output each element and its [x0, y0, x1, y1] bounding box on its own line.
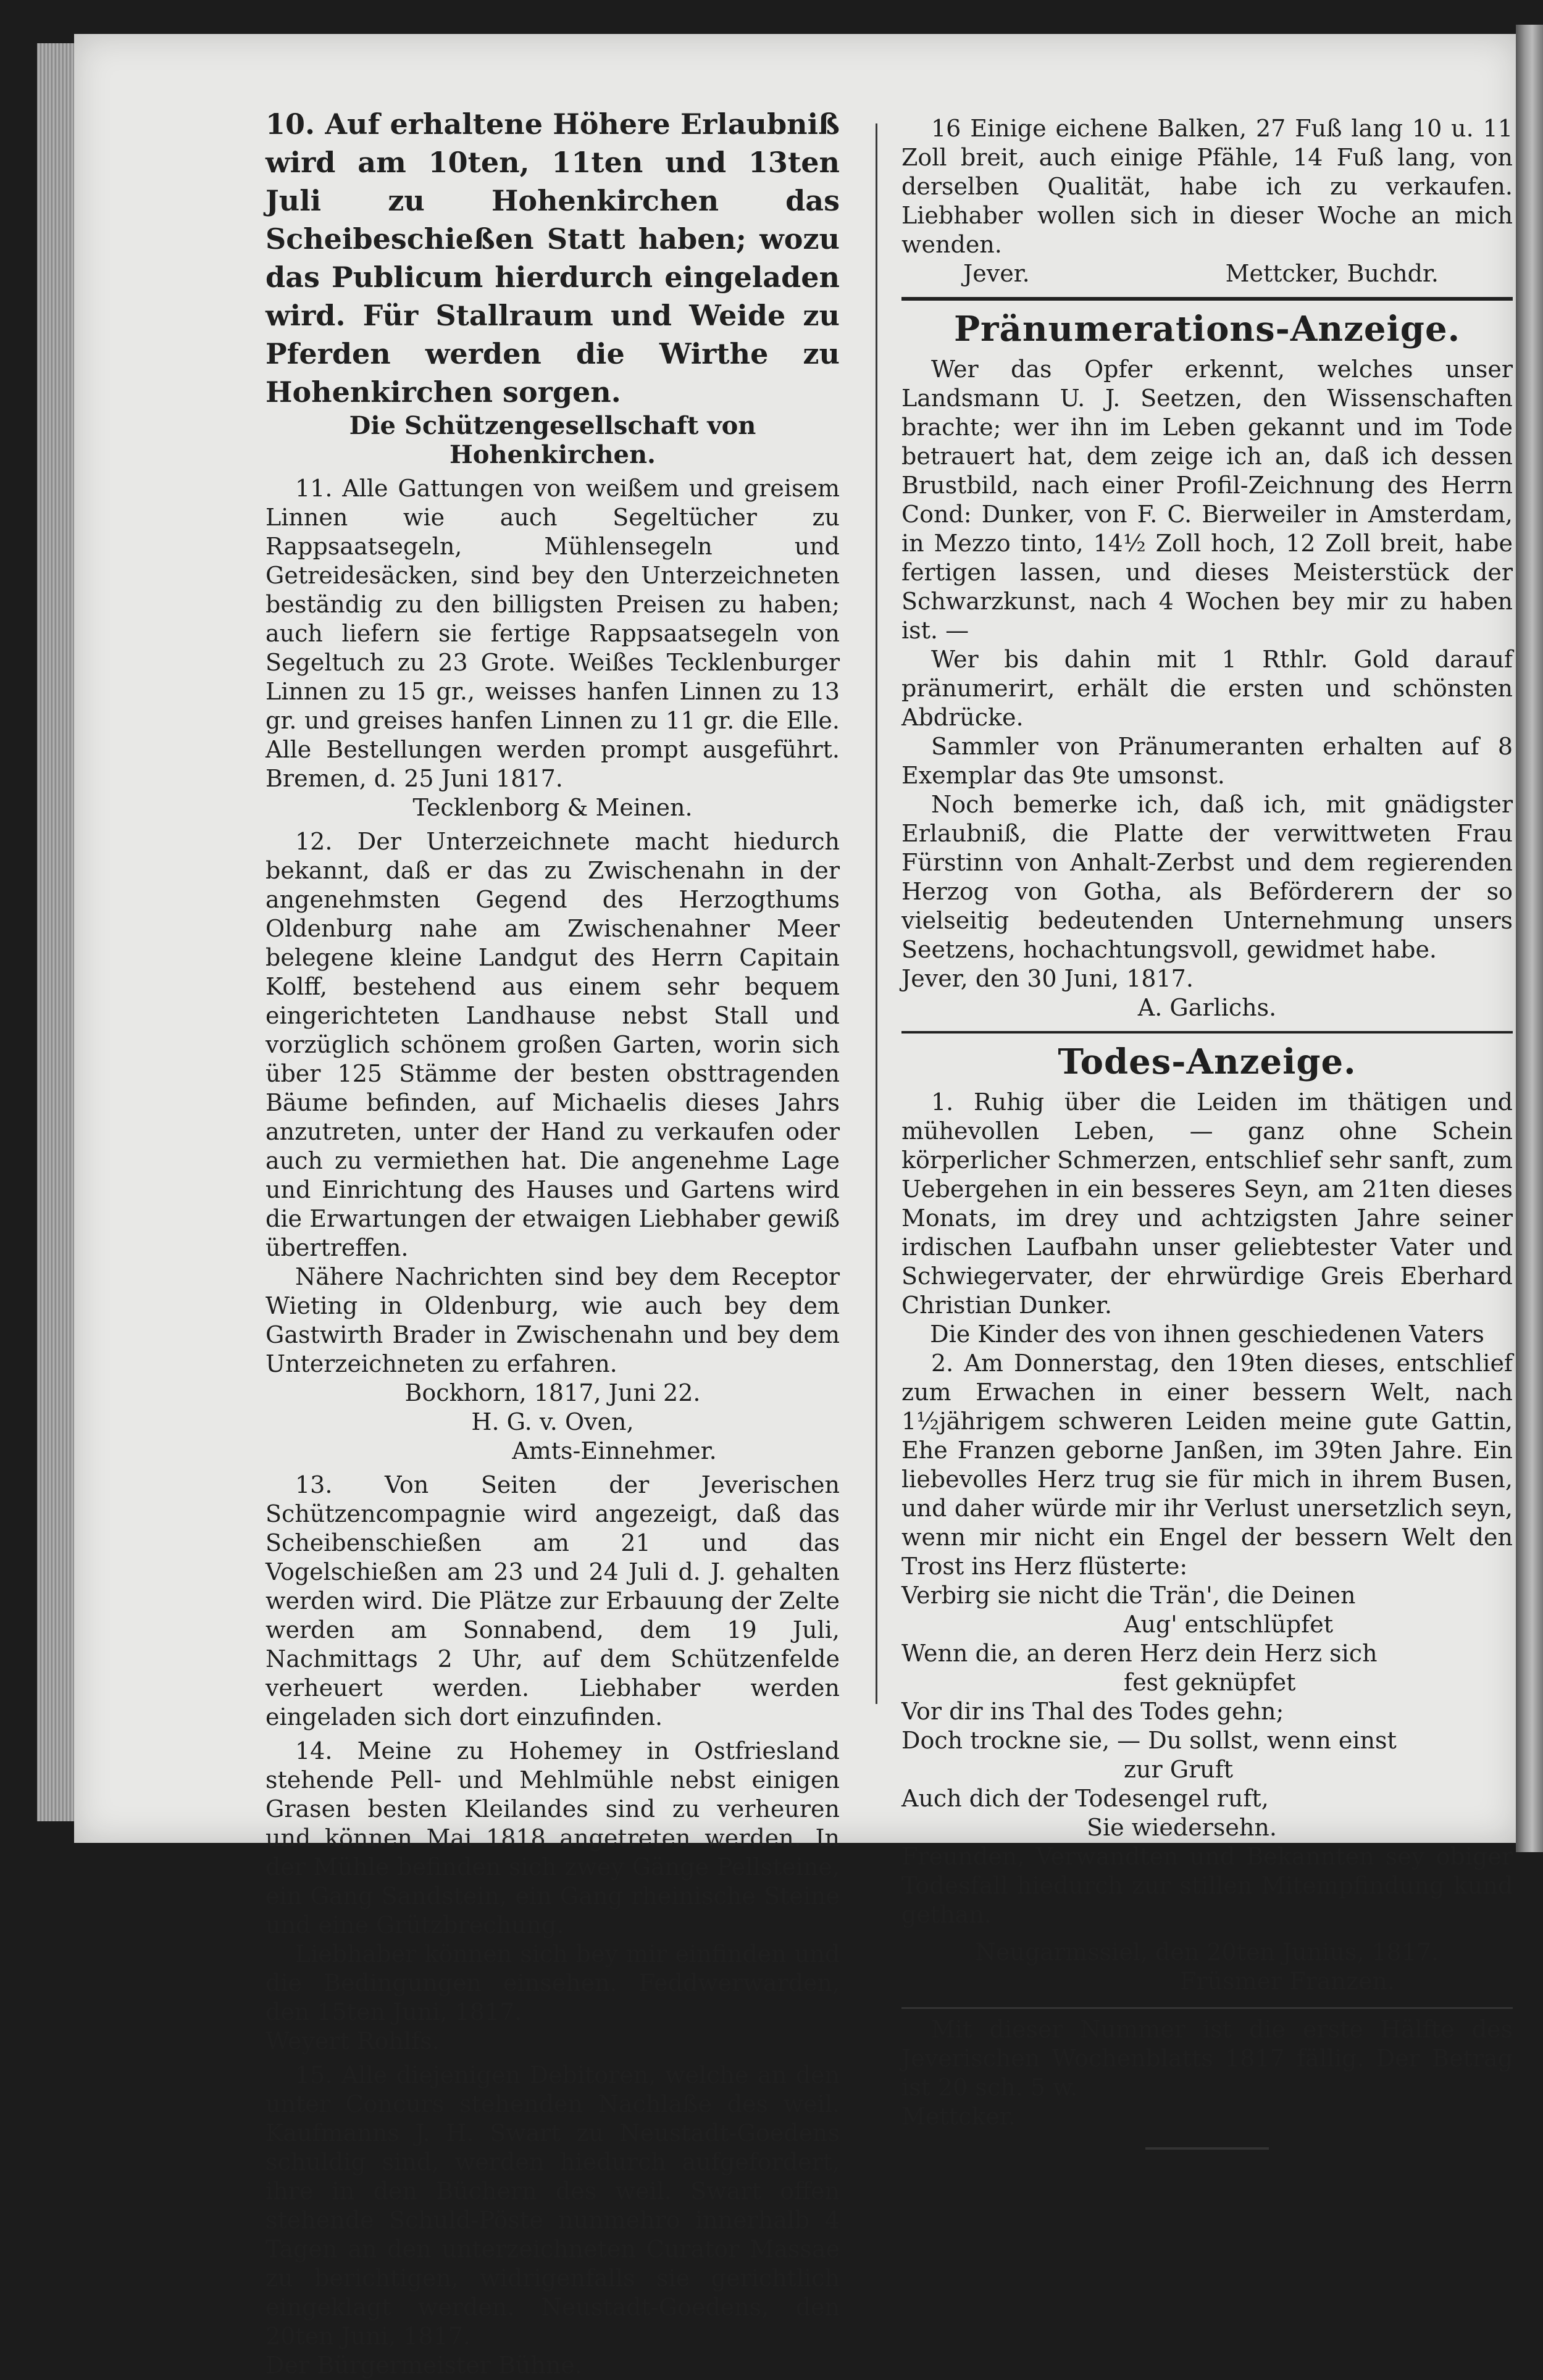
todes-title: Todes-Anzeige. [1058, 1042, 1357, 1082]
book-gutter [1516, 25, 1543, 1852]
notice-11-text: 11. Alle Gattungen von weißem und greisem Linnen wie auch Segeltücher zu Rappsaatsegeln, Mühlensegeln und Getreidesäcken, sind bey den Unterzeichneten beständig zu den billigsten Preisen zu haben; auch liefern sie fertige Rappsaatsegeln von Segeltuch zu 23 Grote. Weißes Tecklenburger Linnen zu 15 gr., weisses hanfen Linnen zu 13 gr. und greises hanfen Linnen zu 11 gr. die Elle. Alle Bestellungen werden prompt ausgeführt. Bremen, d. 25 Juni 1817. [266, 475, 840, 792]
praenumeration-p1: Wer das Opfer erkennt, welches unser Landsmann U. J. Seetzen, den Wissenschaften brachte; wer ihn im Leben gekannt und im Tode betrauert hat, dem zeige ich an, daß ich dessen Brustbild, nach einer Profil-Zeichnung des Herrn Cond: Dunker, von F. C. Bierweiler in Amsterdam, in Mezzo tinto, 14½ Zoll hoch, 12 Zoll breit, habe fertigen lassen, und dieses Meisterstück der Schwarzkunst, nach 4 Wochen bey mir zu haben ist. — [901, 356, 1513, 644]
right-column [901, 114, 1513, 2150]
notice-16-signoff [901, 259, 1513, 288]
left-column [266, 105, 840, 2380]
praenumeration-title: Pränumerations-Anzeige. [953, 309, 1461, 349]
notice-14-text-2: Liebhaber können sich bey mir einfinden und die Bedingungen einsehen. Feddwerwarden, den 15ten Juni, 1817. [266, 1940, 840, 2026]
notice-11-signature: Tecklenborg & Meinen. [412, 794, 693, 821]
notice-16-text: 16 Einige eichene Balken, 27 Fuß lang 10 u. 11 Zoll breit, auch einige Pfähle, 14 Fuß lang, von derselben Qualität, habe ich zu verkaufen. Liebhaber wollen sich in dieser Woche an mich wenden. [901, 115, 1513, 258]
verse-line-3: Vor dir ins Thal des Todes gehn; [901, 1698, 1284, 1725]
notice-16 [901, 114, 1513, 288]
todes-p2: 2. Am Donnerstag, den 19ten dieses, entschlief zum Erwachen in einer bessern Welt, nach 1½jährigem schweren Leiden meine gute Gattin, Ehe Franzen geborne Janßen, im 39ten Jahre. Ein liebevolles Herz trug sie für mich in ihrem Busen, und daher würde mir ihr Verlust unersetzlich seyn, wenn mir nicht ein Engel der bessern Welt den Trost ins Herz flüsterte: [901, 1350, 1513, 1580]
verse-line-2b: fest geknüpfet [1124, 1669, 1296, 1696]
notice-13 [266, 1471, 840, 1732]
notice-14-text: 14. Meine zu Hohemey in Ostfriesland stehende Pell- und Mehlmühle nebst einigen Grasen besten Kleilandes sind zu verheuren und können Mai 1818 angetreten werden. In der Mühle befinden sich zwey Gänge Pellsteine, ein Gang Sandstein, ein Gang rheinische Steine und eine Grützbrechung. [266, 1737, 840, 1939]
notice-10 [266, 105, 840, 469]
section-rule-3 [901, 2007, 1513, 2009]
notice-12-place-date: Bockhorn, 1817, Juni 22. [404, 1379, 701, 1406]
notice-12-text-2: Nähere Nachrichten sind bey dem Receptor Wieting in Oldenburg, wie auch bey dem Gastwirth Brader in Zwischenahn und bey dem Unterzeichneten zu erfahren. [266, 1263, 840, 1377]
notice-12-text: 12. Der Unterzeichnete macht hiedurch bekannt, daß er das zu Zwischenahn in der angenehmsten Gegend des Herzogthums Oldenburg nahe am Zwischenahner Meer belegene kleine Landgut des Herrn Capitain Kolff, bestehend aus einem sehr bequem eingerichteten Landhause nebst Stall und vorzüglich schönem großen Garten, worin sich über 125 Stämme der besten obsttragenden Bäume befinden, auf Michaelis dieses Jahrs anzutreten, unter der Hand zu verkaufen oder auch zu vermiethen hat. Die angenehme Lage und Einrichtung des Hauses und Gartens wird die Erwartungen der etwaigen Liebhaber gewiß übertreffen. [266, 828, 840, 1261]
closing-notice [901, 2015, 1513, 2150]
todes-notice [901, 1040, 1513, 1996]
notice-16-signature: Mettcker, Buchdr. [1225, 260, 1439, 287]
notice-14 [266, 1737, 840, 2056]
praenumeration-p3: Sammler von Pränumeranten erhalten auf 8 Exemplar das 9te umsonst. [901, 733, 1513, 789]
praenumeration-signature: A. Garlichs. [1137, 994, 1277, 1021]
todes-place-date: Neugarmssiel, den 20ten Junius, 1817. [975, 1939, 1439, 1966]
closing-rule [1145, 2147, 1269, 2150]
praenumeration-p2: Wer bis dahin mit 1 Rthlr. Gold darauf pränumerirt, erhält die ersten und schönsten Abdrücke. [901, 646, 1513, 731]
notice-12-signature: H. G. v. Oven, [471, 1408, 634, 1435]
praenumeration-p4: Noch bemerke ich, daß ich, mit gnädigster Erlaubniß, die Platte der verwittweten Frau Fürstinn von Anhalt-Zerbst und dem regierenden Herzog von Gotha, als Beförderern der so vielseitig bedeutenden Unternehmung unsers Seetzens, hochachtungsvoll, gewidmet habe. [901, 791, 1513, 963]
verse-line-1b: Aug' entschlüpfet [1124, 1611, 1334, 1638]
notice-10-signature: Die Schützengesellschaft von Hohenkirchen. [349, 411, 756, 469]
verse-line-6: Sie wiedersehn. [1087, 1814, 1277, 1841]
todes-p1-signature: Die Kinder des von ihnen geschiedenen Vaters [930, 1321, 1484, 1348]
todes-p1: 1. Ruhig über die Leiden im thätigen und mühevollen Leben, — ganz ohne Schein körperlicher Schmerzen, entschlief sehr sanft, zum Uebergehen in ein besseres Seyn, am 21ten dieses Monats, im drey und achtzigsten Jahre seiner irdischen Laufbahn unser geliebtester Vater und Schwiegervater, der ehrwürdige Greis Eberhard Christian Dunker. [901, 1088, 1513, 1319]
notice-15 [266, 2061, 840, 2380]
verse-line-5: Auch dich der Todesengel ruft, [901, 1785, 1269, 1812]
notice-12 [266, 827, 840, 1466]
notice-13-text: 13. Von Seiten der Jeverischen Schützencompagnie wird angezeigt, daß das Scheibenschießen am 21 und das Vogelschießen am 23 und 24 Juli d. J. gehalten werden wird. Die Plätze zur Erbauung der Zelte werden am Sonnabend, dem 19 Juli, Nachmittags 2 Uhr, auf dem Schützenfelde verheuert werden. Liebhaber werden eingeladen sich dort einzufinden. [266, 1471, 840, 1731]
closing-signature: Mettcker. [901, 2103, 1016, 2130]
verse-line-2: Wenn die, an deren Herz dein Herz sich [901, 1640, 1378, 1667]
notice-15-signature: Der Bürgermeister Bühne. [266, 2352, 582, 2379]
notice-11 [266, 474, 840, 822]
notice-12-signature-title: Amts-Einnehmer. [512, 1437, 717, 1464]
verse-line-4b: zur Gruft [1124, 1756, 1234, 1783]
todes-body [901, 1088, 1513, 1996]
section-rule-2 [901, 1031, 1513, 1033]
column-divider [876, 123, 877, 1704]
notice-10-text: 10. Auf erhaltene Höhere Erlaubniß wird am 10ten, 11ten und 13ten Juli zu Hohenkirchen das Scheibeschießen Statt haben; wozu das Publicum hierdurch eingeladen wird. Für Stallraum und Weide zu Pferden werden die Wirthe zu Hohenkirchen sorgen. [266, 107, 840, 409]
verse-line-1: Verbirg sie nicht die Trän', die Deinen [901, 1582, 1356, 1609]
verse-line-4: Doch trockne sie, — Du sollst, wenn einst [901, 1727, 1397, 1754]
praenumeration-place-date: Jever, den 30 Juni, 1817. [901, 965, 1194, 992]
section-rule [901, 297, 1513, 301]
praenumeration-notice [901, 307, 1513, 1022]
todes-signature: Früsmer Franzen. [1180, 1968, 1395, 1995]
notice-15-text: 15. Alle diejenigen Debitoren, welche an den unter Concurs stehenden Nachlaße des weil. Kaufmanns J. H. Swart zu Neustadt-Goedens schuldig sind, werden hiedurch aufgefordert, ihre in den Büchern des weil. Swart offen stehende Schuld-Pöste nunmehro innerhalb 4 Tagen an den unterzeichneten Curator Massae zu berichtigen, widrigenfalls sie gerichtlich eingeklagt werden. Neustadt-Goedens, den 20ten Juni, 1817. [266, 2061, 840, 2350]
closing-text: Mit dieser Nummer ist die erste Hälfte des Jeverischen Wochenblatts 1817 fällig. Der Betrag ist 20 sch. 5 w. [901, 2016, 1513, 2101]
todes-p3: Freunden, Verwandten und Bekannten sey obiger Todesfall hiedurch zur stillen Mitempfindung kund gethan. [901, 1843, 1513, 1928]
notice-16-place: Jever. [963, 260, 1030, 287]
praenumeration-body [901, 355, 1513, 1022]
notice-14-signature: Weyert Rohlfs. [266, 2027, 440, 2055]
